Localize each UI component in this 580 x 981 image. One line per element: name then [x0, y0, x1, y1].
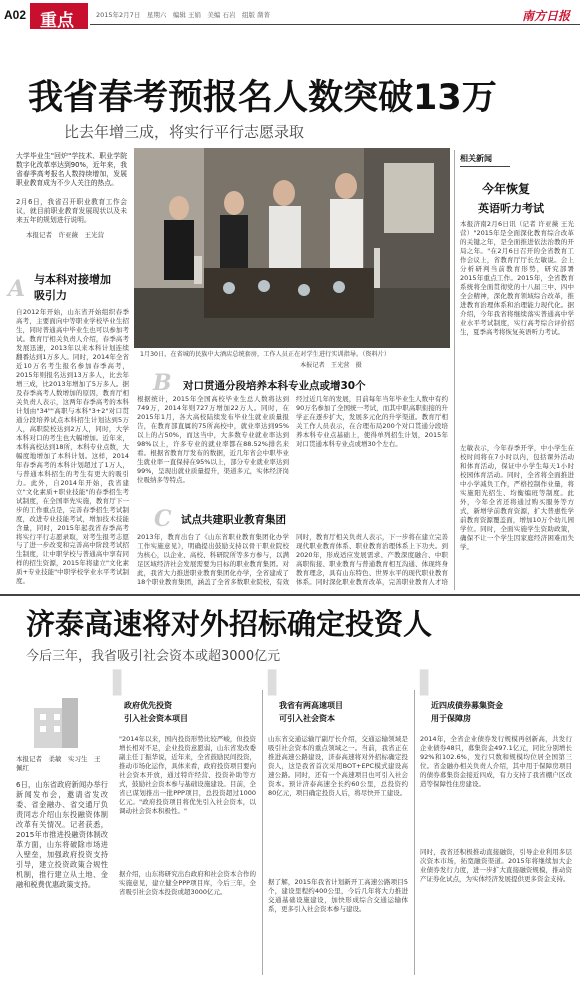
col3-marker-icon: ▌: [420, 670, 437, 696]
sidebar-title-1: 今年恢复: [482, 182, 531, 196]
col2-title-2: 可引入社会资本: [279, 714, 335, 723]
story2-graphic: [24, 694, 84, 750]
subC-col2: 同时，教育厅相关负责人表示，下一步将在建立完善现代职业教育体系、职业教育治理体系上下功夫。到2020年，形成适应发展需求、产教深度融合、中职高职衔接、职业教育与普通教育相互沟通、体现终身教育理念，具有山东特色、世界水平的现代职业教育体系。同时深化职业教育改革，完善职业教育人才培: [296, 533, 448, 586]
section-label: 重点: [40, 11, 74, 31]
section-letter-b-icon: B: [153, 370, 172, 396]
subC-col1: 2013年，教育出台了《山东省职业教育集团化办学工作实施意见》，明确提出鼓励支持以骨干职业院校为核心，以企业、高校、科研院所等多方参与，以满足区域经济社会发展需要为目标的职业教育集团。对此，我省大力推进职业教育集团化办学，全省建成了18个职业教育集团，涵盖了全省多数职业院校，有效: [137, 533, 289, 586]
photo-caption: 1月30日，在省城的民族中大酒店总统套房，工作人员正在对学生进行实训指导。（资料片）: [140, 351, 391, 358]
sidebar-title-2: 英语听力考试: [478, 202, 544, 215]
col1-title-2: 引入社会资本项目: [124, 714, 188, 723]
col2-title-1: 我省有两高速项目: [279, 701, 343, 710]
col1-title-1: 政府优先投资: [124, 701, 172, 710]
col3-body2: 同时，我省还积极推动直接融资，引导企业利用多层次资本市场，拓宽融资渠道。2015年将继续加大企业债券发行力度，进一步扩大直接融资规模，推动资产证券化试点，为实体经济发展提供更多资金支持。: [420, 848, 572, 883]
photo-scene: [134, 148, 450, 348]
col2-body2: 据了解，2015年我省计划新开工高速公路项目5个，建设里程约400公里，今后几年将大力推进交通基础设施建设，加快形成综合交通运输体系，更多引入社会资本参与建设。: [268, 878, 408, 913]
story1-reporter: 本报记者 许亚薇 王光营: [26, 231, 104, 239]
related-label: 相关新闻: [460, 153, 510, 167]
subA-body2: 与了进一步改变和完善高中阶段考试招生制度，让中职学校与普通高中享有同样的招生资源，2015年将建立"文化素质+专业技能"中职学校学业水平考试制度。: [16, 541, 129, 585]
story2-reporter: 本报记者 柔敏 实习生 王佩红: [16, 755, 101, 772]
page-number: A02: [4, 8, 27, 22]
section-tab: [30, 3, 88, 29]
col1-marker-icon: ▌: [113, 670, 130, 696]
col3-body: 2014年，全省企业债券发行规模再创新高，共发行企业债券48只，募集资金497.1亿元，同比分别增长92%和102.6%，发行只数和规模均位居全国第三位。省金融办相关负责人介绍，其中用于保障房项目的债券募集资金接近四成，有力支持了我省棚户区改造等保障性住房建设。: [420, 735, 572, 788]
story2-headline: 济泰高速将对外招标确定投资人: [26, 607, 433, 641]
related-box: [460, 153, 574, 167]
subA-body: 自2012年开始，山东省开始组织春季高考，主要面向中等职业学校毕业生招生，同时普通高中毕业生也可以参加考试。教育厅相关负责人介绍，春季高考发展迅速，2013年以来本科计划连续翻番达到1万多人。同时，2014年全省近10万名考生报名参加春季高考，2015年则报名达到13万多人，比去年增三成，比2013年增加了5万多人。据及春季高考人数增加的原因，教育厅相关负责人表示，这两年春季高考的本科计划由"34""高职与本科"3+2"对口贯通分段培养试点本科招生计划达到5万人，高职院校达到2万人，同时，大学本科对口的考生也大幅增加。近年来，本科高校达到18所，本科专业点数，大幅度地增加了本科计划。这样，2014年春季高考的本科计划超过了1万人，与普通本科招生的考生有更大的吸引力。此外，自2014年开始，我省建立"文化素质+职业技能"的春季招生考试制度，在全国率先实施，教育厅下一步的工作重点是，完善春季招生考试制度，改进专业技能考试，增加技术技能含量，同时，2015年起我省春季高考将实行平行志愿录取，对考生报考志愿: [16, 308, 129, 541]
subB-col1: 根据统计，2015年全国高校毕业生总人数将达到749万，2014年则727万增加22万人。同时，在2015年1月，各大高校陆续发布毕业生就业质量报告，在教育部直属的75所高校中，就业率达到95%以上的占50%，而这当中，大多数专业就业率达到98%以上，许多专业的就业率都在88.52%排名来看。根据省教育厅发布的数据，近几年省会中职毕业生就业率一直保持在95%以上，部分专业就业率达到99%，呈现出就业质量提升，渠道多元，实体经济岗位吸纳多等特点。: [137, 395, 289, 484]
col1-body: "2014年以来，国内投资形势比较严峻，但投资增长相对不足，企业投资意愿弱，山东省发改委副主任丁振华说，近年来，全省鼓励民间投资，推动市场化运作，具体来看，政府投资项目要向社会资本开放，通过特许经营、投资补助等方式，鼓励社会资本参与基础设施建设。目前，全省已谋划推出一批PPP项目，总投资超过1000亿元。"政府投资项目将优先引入社会资本，以调动社会资本积极性。": [119, 735, 256, 815]
story1-subhead: 比去年增三成，将实行平行志愿录取: [64, 123, 305, 141]
lead-text: 大学毕业生"回炉"学技术、职业学院数字化改革率达到90%，近年来，我省春季高考报名人数持续增加，发展职业教育成为不少人关注的热点。: [16, 152, 127, 187]
building-icon: [24, 694, 84, 750]
subB-title: 对口贯通分段培养本科专业点或增30个: [183, 380, 366, 392]
newspaper-logo: 南方日报: [522, 9, 571, 23]
page-header: [0, 0, 580, 30]
col2-body: 山东省交通运输厅副厅长介绍，交通运输领域是吸引社会资本的重点领域之一。当前，我省正在推进高速公路建设，济泰高速将对外招标确定投资人，这是我省首次采用BOT+EPC模式建设高速公路。同时，还有一个高速项目也可引入社会资本。预计济泰高速全长约60公里，总投资约80亿元，项目确定投资人后，将尽快开工建设。: [268, 735, 408, 797]
story1-lead2: 2月6日，我省召开职业教育工作会议，就目前职业教育发展现状以及未来五年的规划进行说明。: [16, 198, 127, 224]
story1-photo: [134, 148, 450, 348]
subC-title: 试点共建职业教育集团: [181, 514, 286, 526]
subB-col2: 经过近几年的发展，目前每年当年毕业生人数中有约90万名参加了全国统一考试，而其中职高职衔接的升学正在逐步扩大，发展多元化的升学渠道。教育厅相关工作人员表示，在合理布局200个对口贯通分段培养本科专业点基础上，使得单列招生计划，2015年对口贯通本科专业点或增30个左右。: [296, 395, 448, 448]
section-letter-c-icon: C: [154, 506, 172, 532]
section-letter-a-icon: A: [8, 276, 26, 302]
subA-title: 与本科对接增加吸引力: [34, 273, 111, 302]
col1-body2: 据介绍，山东将研究出台政府和社会资本合作的实施意见，建立健全PPP项目库，今后三年，全省吸引社会资本投资或超3000亿元。: [119, 870, 256, 896]
sidebar-body2: 左敏表示，今年春季开学，中小学生在校时间将在7小时以内，包括课外活动和体育活动，保证中小学生每天1小时校园体育活动。同时，全省将全面推进中小学减负工作，严格控制作业量，将实施阳光招生、均衡编班等制度。此外，今年全省还将通过购买服务等方式，新增学前教育资源，扩大普惠性学前教育资源覆盖面，增加10万个幼儿园学位。同时，全面实施学生资助政策，确保不让一个学生因家庭经济困难而失学。: [460, 444, 574, 551]
story1-headline: 我省春考预报名人数突破13万: [28, 78, 497, 118]
story1-lead: [16, 152, 127, 188]
col3-title-1: 近四成债券募集资金: [431, 701, 503, 710]
header-meta: 2015年2月7日 星期六 编辑 王娟 美编 石岩 组版 凿菁: [96, 11, 271, 19]
story2-subhead: 今后三年，我省吸引社会资本或超3000亿元: [26, 649, 281, 664]
sidebar-body: 本报济南2月6日讯（记者 许亚薇 王光营）"2015年是全面深化教育综合改革的关键之年，是全面推进依法治教的开局之年。"在2月6日召开的全省教育工作会议上，省教育厅厅长左敏说。会上分析研判当前教育形势，研究部署2015年重点工作。2015年，全省教育系统将全面贯彻党的十八届三中、四中全会精神，深化教育领域综合改革，推进教育治理体系和治理能力现代化。据介绍，今年我省将继续落实普通高中学业水平考试制度，实行高考综合评价招生，夏季高考将恢复英语听力考试。: [460, 220, 574, 336]
col2-marker-icon: ▌: [268, 670, 285, 696]
col3-title-2: 用于保障房: [431, 714, 471, 723]
photo-credit: 本报记者 王光营 摄: [300, 362, 362, 369]
story2-intro: 6日，山东省政府新闻办举行新闻发布会，邀请省发改委、省金融办、省交通厅负责同志介绍山东投融资体制改革有关情况。记者获悉，2015年市推进投融资体制改革方面，山东将破除市场进入壁垒，加强政府投资支持引导，建立投资政策合规性机制，推行建立从土地、金融和税费优惠政策支持。: [16, 780, 108, 889]
